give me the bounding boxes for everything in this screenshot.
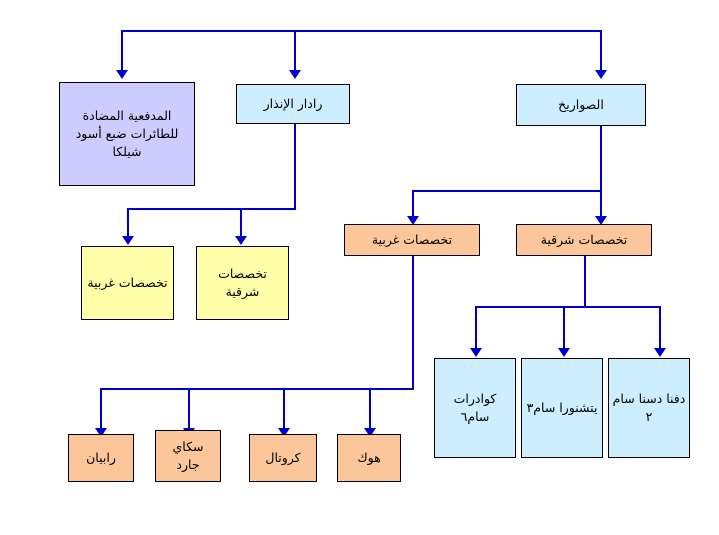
- connector-west-to-skyguard: [188, 388, 190, 430]
- node-missiles[interactable]: [516, 84, 646, 126]
- connector-top-to-radar: [294, 30, 296, 72]
- node-rapier[interactable]: [68, 434, 134, 482]
- node-warning-radar[interactable]: [236, 84, 350, 124]
- node-petshora-sam3[interactable]: [521, 358, 603, 458]
- node-label: كوادرات سام٦: [453, 390, 497, 424]
- connector-east-down: [584, 256, 586, 308]
- node-label: تخصصات شرقية: [540, 231, 628, 247]
- node-hawk[interactable]: [337, 434, 401, 482]
- connector-west-to-rapier: [100, 388, 102, 430]
- node-label: تخصصات شرقية: [218, 265, 267, 299]
- node-aaa-western-specializations[interactable]: [81, 246, 174, 320]
- connector-west-down: [412, 256, 414, 390]
- connector-east-to-petshora: [563, 306, 565, 350]
- node-anti-aircraft-artillery[interactable]: [59, 82, 195, 186]
- connector-west-to-crotale: [283, 388, 285, 430]
- connector-east-to-dvina: [659, 306, 661, 350]
- node-label: دفنا دسنا سام ٢: [612, 390, 686, 424]
- node-kwadrat-sam6[interactable]: [434, 358, 516, 458]
- connector-top-to-aaa: [121, 30, 123, 72]
- arrowhead-missiles: [595, 70, 607, 79]
- arrowhead-aaa: [116, 70, 128, 79]
- node-missiles-eastern-specializations[interactable]: [516, 224, 652, 256]
- node-label: تخصصات غربية: [87, 274, 168, 290]
- node-label: رادار الإنذار: [263, 95, 323, 111]
- connector-missiles-to-east: [600, 190, 602, 218]
- connector-top-bus: [121, 30, 601, 32]
- node-aaa-eastern-specializations[interactable]: [196, 246, 289, 320]
- node-label: يتشنورا سام٣: [526, 399, 598, 415]
- arrowhead-kwadrat: [470, 348, 482, 357]
- node-label: رابيان: [86, 449, 116, 465]
- connector-radar-to-west: [127, 208, 129, 238]
- connector-missiles-down: [600, 126, 602, 192]
- node-dvina-sam2[interactable]: [608, 358, 690, 458]
- arrowhead-aaa-east: [235, 236, 247, 245]
- connector-radar-bus: [127, 208, 296, 210]
- connector-east-to-kwadrat: [475, 306, 477, 350]
- node-missiles-western-specializations[interactable]: [344, 224, 480, 256]
- node-label: تخصصات غربية: [371, 231, 453, 247]
- node-label: كروتال: [265, 449, 301, 465]
- arrowhead-petshora: [558, 348, 570, 357]
- connector-radar-to-east: [240, 208, 242, 238]
- connector-west-bus: [100, 388, 414, 390]
- connector-east-bus: [475, 306, 661, 308]
- node-label: الصواريخ: [558, 96, 604, 112]
- node-crotale[interactable]: [249, 434, 317, 482]
- node-label: هوك: [357, 449, 381, 465]
- arrowhead-radar: [289, 70, 301, 79]
- connector-west-to-hawk: [369, 388, 371, 430]
- node-label: سكاي جارد: [172, 438, 204, 472]
- connector-top-to-missiles: [600, 30, 602, 72]
- arrowhead-aaa-west: [122, 236, 134, 245]
- connector-radar-down: [294, 124, 296, 210]
- node-skyguard[interactable]: [155, 430, 221, 482]
- node-label: المدفعية المضادة للطائرات ضبع أسود شيلكا: [75, 107, 179, 160]
- arrowhead-dvina: [654, 348, 666, 357]
- connector-missiles-bus: [412, 190, 602, 192]
- connector-missiles-to-west: [412, 190, 414, 218]
